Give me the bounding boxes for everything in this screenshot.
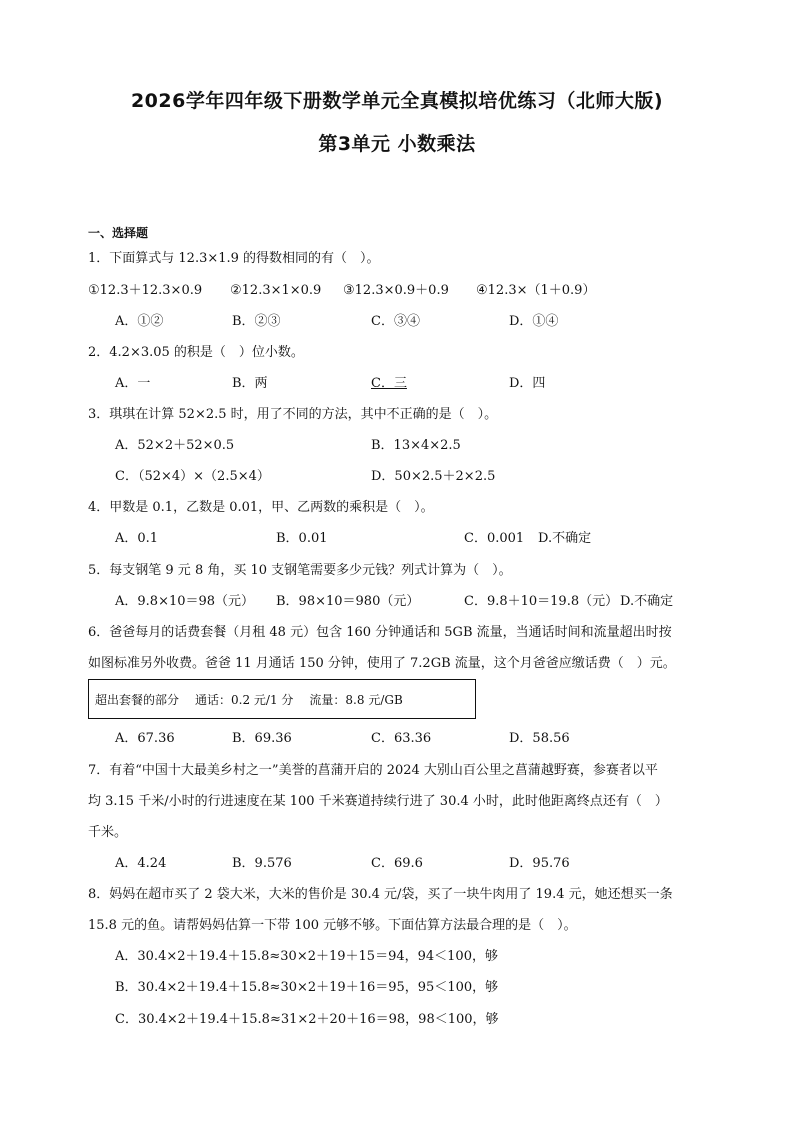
question-8-stem-line-1: 8．妈妈在超市买了 2 袋大米，大米的售价是 30.4 元/袋，买了一块牛肉用了 19.4 元，她还想买一条 xyxy=(88,887,673,902)
q3-option-a[interactable]: A．52×2＋52×0.5 xyxy=(115,438,235,453)
q5-option-d[interactable]: D.不确定 xyxy=(620,594,674,609)
data-rate: 流量：8.8 元/GB xyxy=(309,693,403,707)
question-7-stem-line-1: 7．有着“中国十大最美乡村之一”美誉的菖蒲开启的 2024 大别山百公里之菖蒲越野赛，参赛者以平 xyxy=(88,763,658,778)
question-7-stem-line-2: 均 3.15 千米/小时的行进速度在某 100 千米赛道持续行进了 30.4 小时，此时他距离终点还有（ ） xyxy=(88,794,668,809)
q4-option-d[interactable]: D.不确定 xyxy=(538,531,592,546)
q1-option-a[interactable]: A．①② xyxy=(115,314,164,329)
q2-option-d[interactable]: D．四 xyxy=(509,376,546,391)
q3-option-d[interactable]: D．50×2.5＋2×2.5 xyxy=(371,469,496,484)
question-1-stem: 1．下面算式与 12.3×1.9 的得数相同的有（ ）。 xyxy=(88,251,380,266)
question-2-stem: 2．4.2×3.05 的积是（ ）位小数。 xyxy=(88,345,304,360)
q2-option-b[interactable]: B．两 xyxy=(232,376,268,391)
q1-option-d[interactable]: D．①④ xyxy=(509,314,559,329)
q1-expr-1: ①12.3＋12.3×0.9 xyxy=(88,283,203,298)
q1-option-c[interactable]: C．③④ xyxy=(371,314,420,329)
q4-option-b[interactable]: B．0.01 xyxy=(276,531,328,546)
question-3-stem: 3．琪琪在计算 52×2.5 时，用了不同的方法，其中不正确的是（ ）。 xyxy=(88,407,498,422)
q1-expr-3: ③12.3×0.9＋0.9 xyxy=(343,283,449,298)
question-4-stem: 4．甲数是 0.1，乙数是 0.01，甲、乙两数的乘积是（ ）。 xyxy=(88,500,434,515)
q3-option-c[interactable]: C．（52×4）×（2.5×4） xyxy=(115,469,270,484)
section-heading: 一、选择题 xyxy=(88,226,149,240)
q2-option-c[interactable]: C．三 xyxy=(371,376,407,391)
q6-option-d[interactable]: D．58.56 xyxy=(509,731,570,746)
q3-option-b[interactable]: B．13×4×2.5 xyxy=(371,438,461,453)
overage-rate-box xyxy=(88,679,476,719)
q7-option-a[interactable]: A．4.24 xyxy=(115,856,167,871)
q7-option-d[interactable]: D．95.76 xyxy=(509,856,570,871)
q7-option-b[interactable]: B．9.576 xyxy=(232,856,292,871)
unit-subtitle: 第3单元 小数乘法 xyxy=(318,133,476,155)
question-6-stem-line-1: 6．爸爸每月的话费套餐（月租 48 元）包含 160 分钟通话和 5GB 流量，当通话时间和流量超出时按 xyxy=(88,625,672,640)
q5-option-b[interactable]: B．98×10＝980（元） xyxy=(276,594,420,609)
q4-option-a[interactable]: A．0.1 xyxy=(115,531,159,546)
question-5-stem: 5．每支钢笔 9 元 8 角，买 10 支钢笔需要多少元钱？列式计算为（ ）。 xyxy=(88,563,512,578)
overage-label: 超出套餐的部分 xyxy=(95,693,180,707)
q5-option-a[interactable]: A．9.8×10＝98（元） xyxy=(115,594,255,609)
page-title: 2026学年四年级下册数学单元全真模拟培优练习（北师大版) xyxy=(130,90,664,112)
q6-option-b[interactable]: B．69.36 xyxy=(232,731,292,746)
q8-option-c[interactable]: C．30.4×2＋19.4＋15.8≈31×2＋20＋16＝98，98＜100，够 xyxy=(115,1012,499,1027)
q6-option-a[interactable]: A．67.36 xyxy=(115,731,175,746)
call-rate: 通话：0.2 元/1 分 xyxy=(195,693,294,707)
q1-expr-4: ④12.3×（1＋0.9） xyxy=(476,283,596,298)
question-8-stem-line-2: 15.8 元的鱼。请帮妈妈估算一下带 100 元够不够。下面估算方法最合理的是（ ）。 xyxy=(88,918,577,933)
q4-option-c[interactable]: C．0.001 xyxy=(464,531,525,546)
q6-option-c[interactable]: C．63.36 xyxy=(371,731,432,746)
q2-option-a[interactable]: A．一 xyxy=(115,376,151,391)
q1-option-b[interactable]: B．②③ xyxy=(232,314,281,329)
q8-option-b[interactable]: B．30.4×2＋19.4＋15.8≈30×2＋19＋16＝95，95＜100，够 xyxy=(115,980,499,995)
q8-option-a[interactable]: A．30.4×2＋19.4＋15.8≈30×2＋19＋15＝94，94＜100，够 xyxy=(115,949,498,964)
q1-expr-2: ②12.3×1×0.9 xyxy=(230,283,322,298)
q5-option-c[interactable]: C．9.8＋10＝19.8（元） xyxy=(464,594,619,609)
question-7-stem-line-3: 千米。 xyxy=(88,825,128,840)
q7-option-c[interactable]: C．69.6 xyxy=(371,856,423,871)
question-6-stem-line-2: 如图标准另外收费。爸爸 11 月通话 150 分钟，使用了 7.2GB 流量，这个月爸爸应缴话费（ ）元。 xyxy=(88,656,676,671)
